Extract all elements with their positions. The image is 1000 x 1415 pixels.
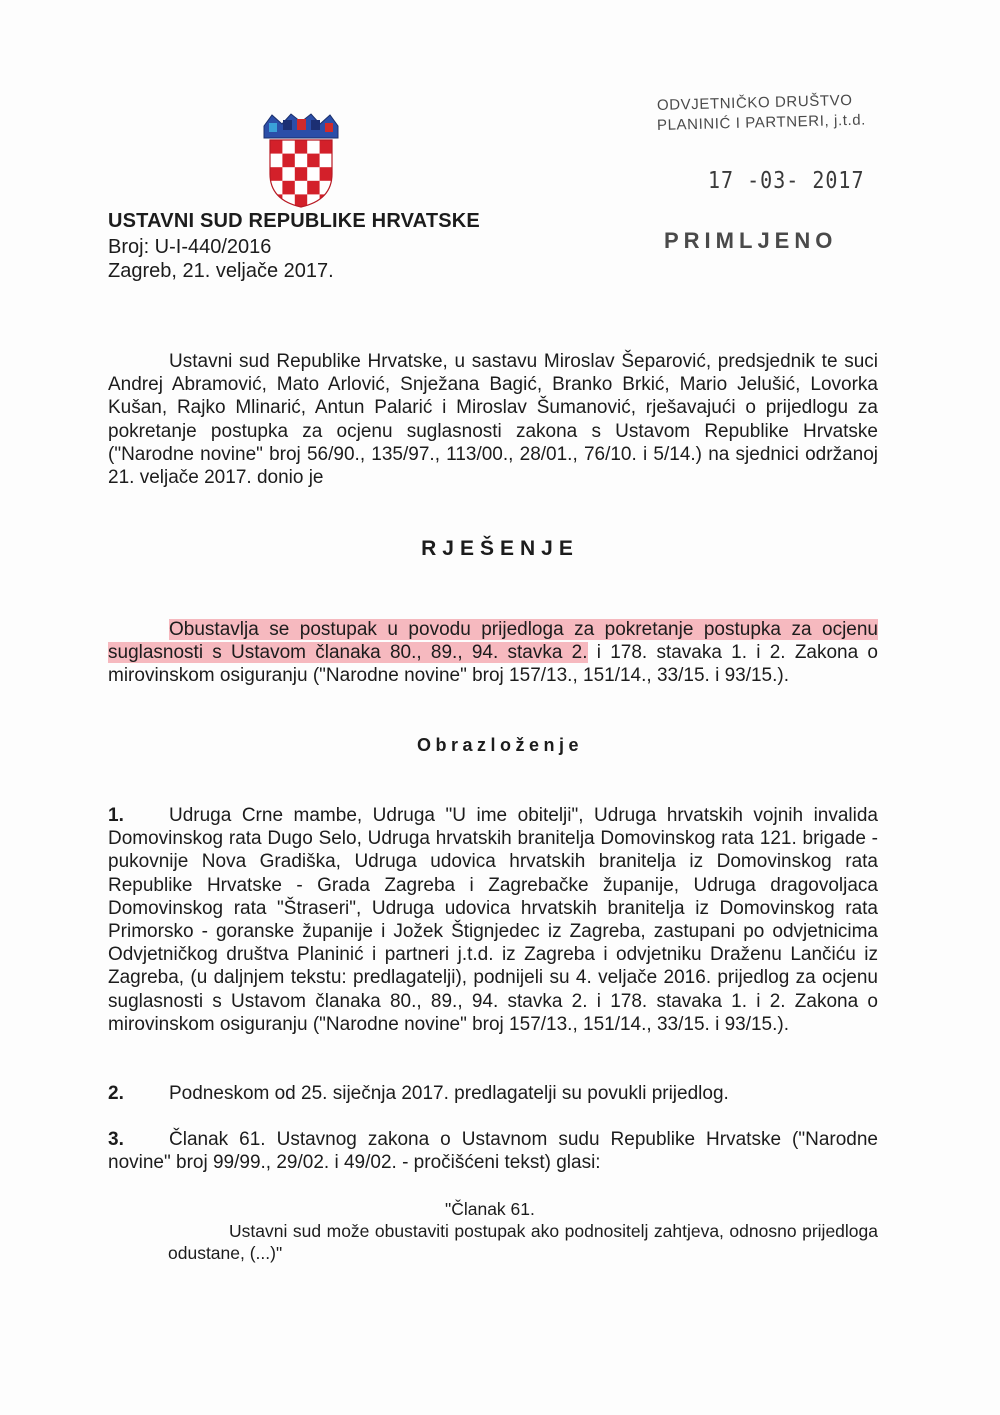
point-number: 1. bbox=[108, 805, 124, 826]
reasoning-heading: Obrazloženje bbox=[416, 735, 584, 755]
point-number: 2. bbox=[108, 1083, 124, 1104]
stamp-firm-line1: ODVJETNIČKO DRUŠTVO bbox=[656, 91, 853, 114]
point-text: Članak 61. Ustavnog zakona o Ustavnom sudu Republike Hrvatske ("Narodne novine" broj 99/99., 29/02. i 49/02. - pročišćeni tekst) glasi: bbox=[108, 1129, 878, 1174]
point-text: Udruga Crne mambe, Udruga "U ime obitelji", Udruga hrvatskih vojnih invalida Domovinskog rata Dugo Selo, Udruga hrvatskih branitelja Domovinskog rata 121. brigade - pukovnije Nova Gradiška, Udruga udovica hrvatskih branitelja iz Domovinskog rata Republike Hrvatske - Grada Zagreba i Zagrebačke županije, Udruga dragovoljaca Domovinskog rata "Štraseri", Udruga udovica hrvatskih branitelja iz Domovinskog rata Primorsko - goranske županije i Jožek Štignjedec iz Zagreba, zastupani po odvjetnicima Odvjetničkog društva Planinić i partneri j.t.d. iz Zagreba i odvjetniku Draženu Lančiću iz Zagreba, (u daljnjem tekstu: predlagatelji), podnijeli su 4. veljače 2016. prijedlog za ocjenu suglasnosti s Ustavom članaka 80., 89., 94. stavka 2. i 178. stavaka 1. i 2. Zakona o mirovinskom osiguranju ("Narodne novine" broj 157/13., 151/14., 33/15. i 93/15.). bbox=[108, 805, 878, 1035]
reasoning-point-3 bbox=[108, 1128, 878, 1174]
reasoning-point-2 bbox=[108, 1082, 878, 1105]
stamp-date: 17 -03- 2017 bbox=[708, 166, 865, 194]
point-text: Podneskom od 25. siječnja 2017. predlagatelji su povukli prijedlog. bbox=[169, 1083, 729, 1104]
case-number: Broj: U-I-440/2016 bbox=[108, 236, 272, 258]
decision-paragraph bbox=[108, 618, 878, 688]
quote-title: "Članak 61. bbox=[445, 1199, 535, 1219]
decision-heading: RJEŠENJE bbox=[421, 537, 579, 560]
stamp-firm-line2: PLANINIĆ I PARTNERI, j.t.d. bbox=[656, 111, 867, 134]
reasoning-point-1 bbox=[108, 804, 878, 1036]
quote-body: Ustavni sud može obustaviti postupak ako podnositelj zahtjeva, odnosno prijedloga odustane, (...)" bbox=[168, 1221, 878, 1263]
highlighted-text: Obustavlja se postupak u povodu prijedloga za pokretanje postupka za ocjenu suglasnosti s Ustavom članaka 80., 89., 94. stavka 2. bbox=[108, 619, 878, 664]
point-number: 3. bbox=[108, 1129, 124, 1150]
intro-paragraph: Ustavni sud Republike Hrvatske, u sastavu Miroslav Šeparović, predsjednik te suci Andrej Abramović, Mato Arlović, Snježana Bagić, Branko Brkić, Mario Jelušić, Lovorka Kušan, Rajko Mlinarić, Antun Palarić i Miroslav Šumanović, rješavajući o prijedlogu za pokretanje postupka za ocjenu suglasnosti zakona s Ustavom Republike Hrvatske ("Narodne novine" broj 56/90., 135/97., 113/00., 28/01., 76/10. i 5/14.) na sjednici održanoj 21. veljače 2017. donio je bbox=[108, 351, 878, 489]
decision-rest-text: i 178. stavaka 1. i 2. Zakona o mirovinskom osiguranju ("Narodne novine" broj 157/13., 151/14., 33/15. i 93/15.). bbox=[108, 642, 878, 687]
coat-of-arms-icon bbox=[262, 112, 340, 208]
court-name: USTAVNI SUD REPUBLIKE HRVATSKE bbox=[108, 210, 480, 232]
place-date: Zagreb, 21. veljače 2017. bbox=[108, 260, 334, 282]
stamp-received: PRIMLJENO bbox=[664, 228, 838, 253]
